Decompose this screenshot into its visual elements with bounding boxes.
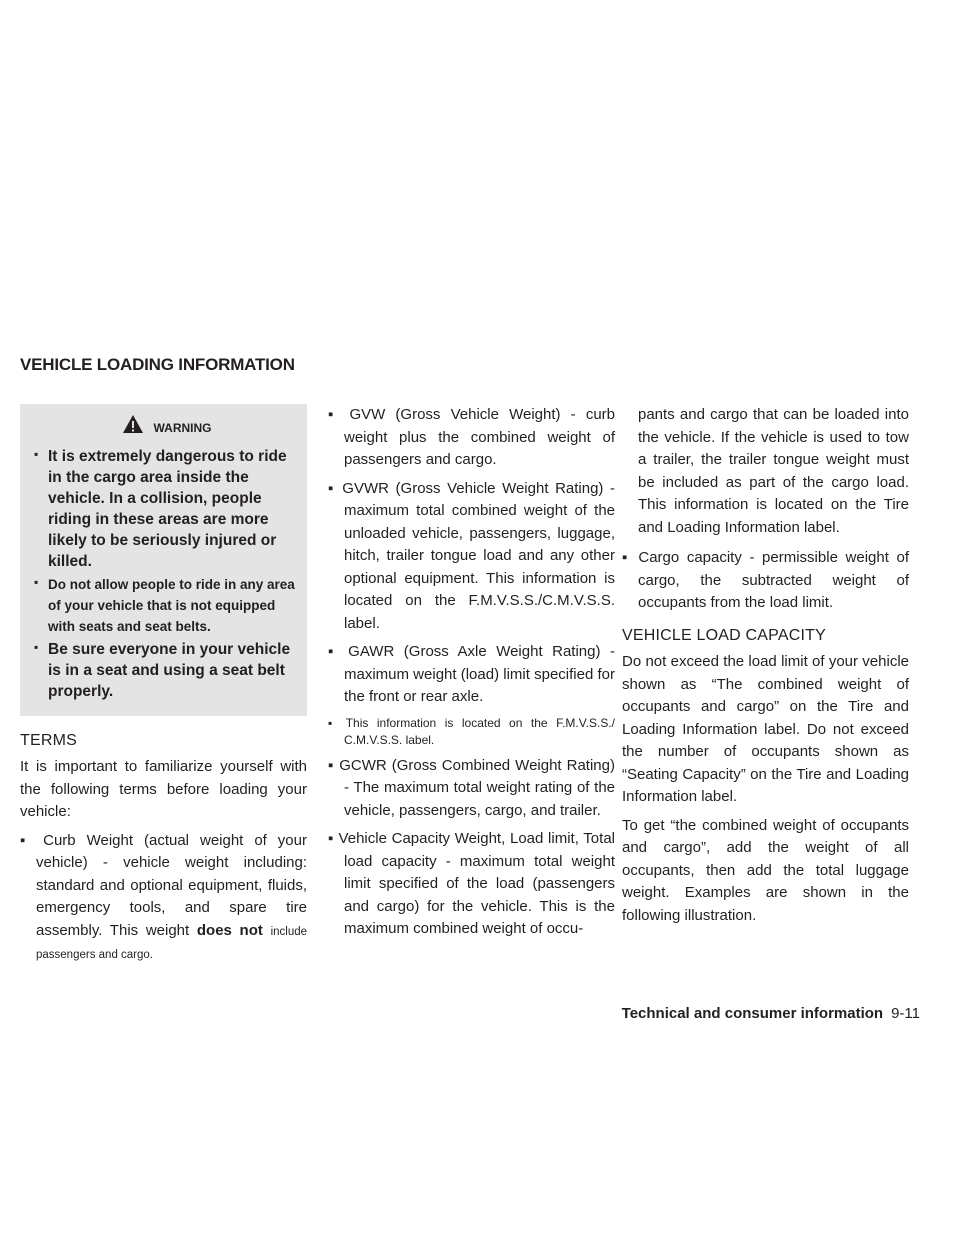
page-footer: [622, 1005, 920, 1022]
warning-list: [34, 446, 299, 702]
term-vehicle-capacity-weight: ▪ Vehicle Capacity Weight, Load limit, Total load capacity - maximum total weight limit specified of the load (passengers and cargo) for the vehicle. This is the maximum combined weight of occu-: [328, 830, 615, 937]
terms-list-3: [622, 547, 909, 615]
page-number: 9-11: [891, 1005, 920, 1022]
footer-title: Technical and consumer information: [621, 1005, 884, 1022]
term-gawr-note: ▪ This information is located on the F.M.V.S.S./ C.M.V.S.S. label.: [328, 715, 615, 747]
terms-intro: It is important to familiarize yourself with the following terms before loading your vehicle:: [20, 758, 307, 820]
warning-label: WARNING: [153, 420, 212, 435]
column-2: [328, 404, 615, 947]
section-title: VEHICLE LOADING INFORMATION: [20, 355, 295, 374]
warning-icon: [122, 414, 144, 442]
term-vehicle-capacity-weight-cont: pants and cargo that can be loaded into the vehicle. If the vehicle is used to tow a trailer, the trailer tongue weight must be included as part of the cargo load. This information is located on the Tire and Loading Information label.: [638, 406, 909, 536]
terms-list-2: [328, 404, 615, 941]
term-gcwr: ▪ GCWR (Gross Combined Weight Rating) - The maximum total weight rating of the vehicle, passengers, cargo, and trailer.: [328, 756, 615, 819]
term-cargo-capacity: ▪ Cargo capacity - permissible weight of cargo, the subtracted weight of occupants from the load limit.: [622, 549, 909, 611]
load-capacity-heading: VEHICLE LOAD CAPACITY: [622, 626, 826, 644]
load-capacity-p2: To get “the combined weight of occupants and cargo”, add the weight of all occupants, then add the total luggage weight. Examples are shown in the following illustration.: [622, 816, 909, 924]
warning-header: [34, 414, 299, 442]
terms-list-1: [20, 830, 307, 967]
warning-item: ▪ Be sure everyone in your vehicle is in a seat and using a seat belt properly.: [34, 639, 291, 700]
warning-item: ▪ It is extremely dangerous to ride in the cargo area inside the vehicle. In a collision, people riding in these areas are more likely to be seriously injured or killed.: [34, 446, 287, 570]
term-gvwr: ▪ GVWR (Gross Vehicle Weight Rating) - maximum total combined weight of the unloaded vehicle, passengers, luggage, hitch, trailer tongue load and any other optional equipment. This information is located on the F.M.V.S.S./C.M.V.S.S. label.: [328, 479, 615, 632]
warning-box: [20, 404, 307, 716]
warning-item: ▪ Do not allow people to ride in any area of your vehicle that is not equipped with seats and seat belts.: [34, 574, 295, 634]
term-curb-weight: ▪ Curb Weight (actual weight of your vehicle) - vehicle weight including: standard and optional equipment, fluids, emergency tools, and spare tire assembly. This weight does not include passengers and cargo.: [20, 831, 308, 961]
term-gawr: ▪ GAWR (Gross Axle Weight Rating) - maximum weight (load) limit specified for the front or rear axle.: [328, 643, 615, 705]
column-3: [622, 404, 909, 933]
term-gvw: ▪ GVW (Gross Vehicle Weight) - curb weight plus the combined weight of passengers and cargo.: [328, 406, 615, 468]
column-1: [20, 404, 307, 973]
load-capacity-p1: Do not exceed the load limit of your vehicle shown as “The combined weight of occupants and cargo” on the Tire and Loading Information label. Do not exceed the number of occupants shown as “Seating Capacity” on the Tire and Loading Information label.: [622, 653, 909, 805]
terms-heading: TERMS: [20, 731, 77, 749]
